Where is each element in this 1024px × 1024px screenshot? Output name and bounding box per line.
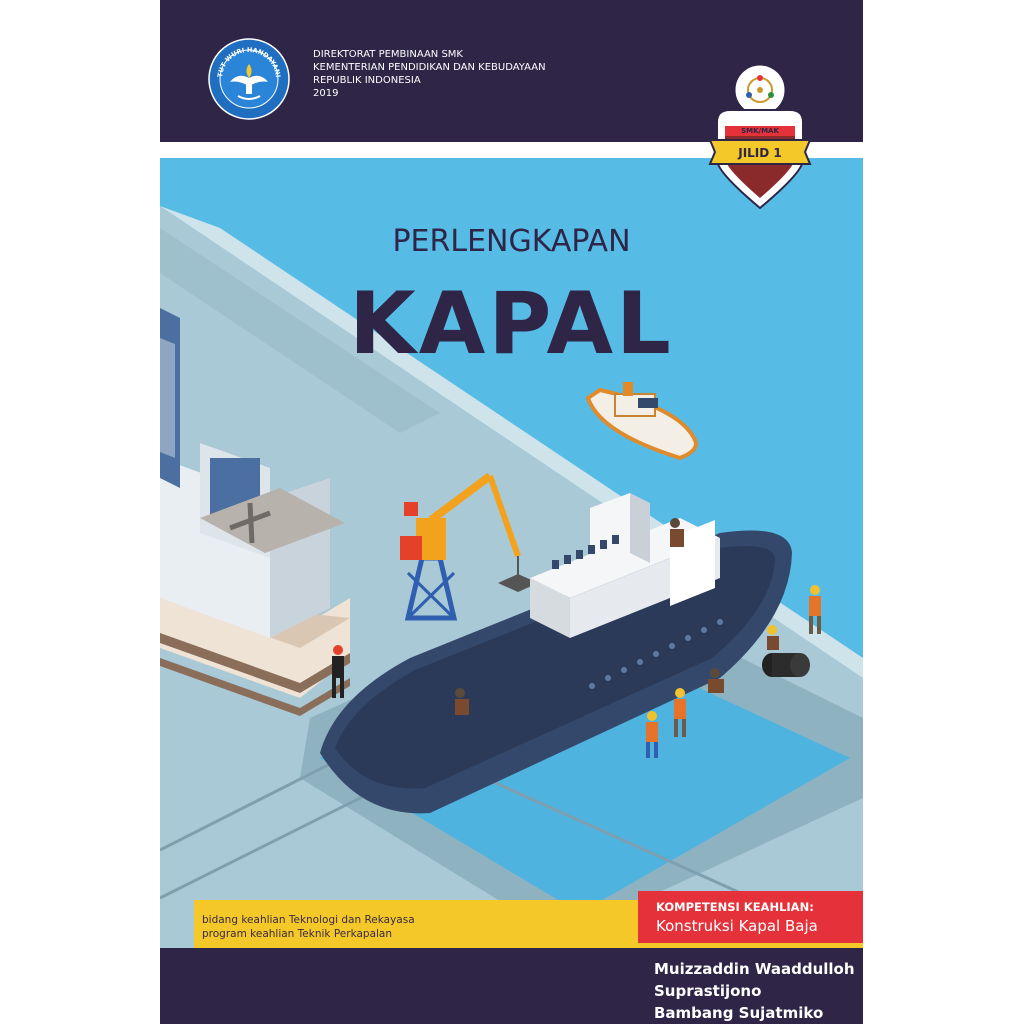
publisher-line: KEMENTERIAN PENDIDIKAN DAN KEBUDAYAAN [313, 62, 546, 73]
svg-text:TUT WURI HANDAYANI: TUT WURI HANDAYANI [216, 45, 282, 78]
competency-value: Konstruksi Kapal Baja [656, 917, 818, 935]
publisher-info [313, 48, 546, 100]
badge-volume: JILID 1 [738, 146, 782, 160]
field-info [202, 913, 415, 941]
author-list [654, 958, 855, 1024]
publisher-line: REPUBLIK INDONESIA [313, 75, 421, 86]
badge-level: SMK/MAK [741, 127, 779, 135]
field-line: bidang keahlian Teknologi dan Rekayasa [202, 914, 415, 926]
program-line: program keahlian Teknik Perkapalan [202, 928, 393, 940]
book-title-big: KAPAL [349, 274, 674, 374]
book-cover [160, 0, 863, 1024]
author-name: Muizzaddin Waaddulloh [654, 960, 855, 978]
publisher-line: DIREKTORAT PEMBINAAN SMK [313, 49, 463, 60]
book-title-small: PERLENGKAPAN [392, 224, 631, 259]
competency-label: KOMPETENSI KEAHLIAN: [656, 900, 814, 914]
publication-year: 2019 [313, 88, 339, 99]
author-name: Bambang Sujatmiko [654, 1004, 824, 1022]
author-name: Suprastijono [654, 982, 762, 1000]
volume-badge [705, 60, 815, 210]
tut-wuri-handayani-logo [208, 38, 290, 120]
